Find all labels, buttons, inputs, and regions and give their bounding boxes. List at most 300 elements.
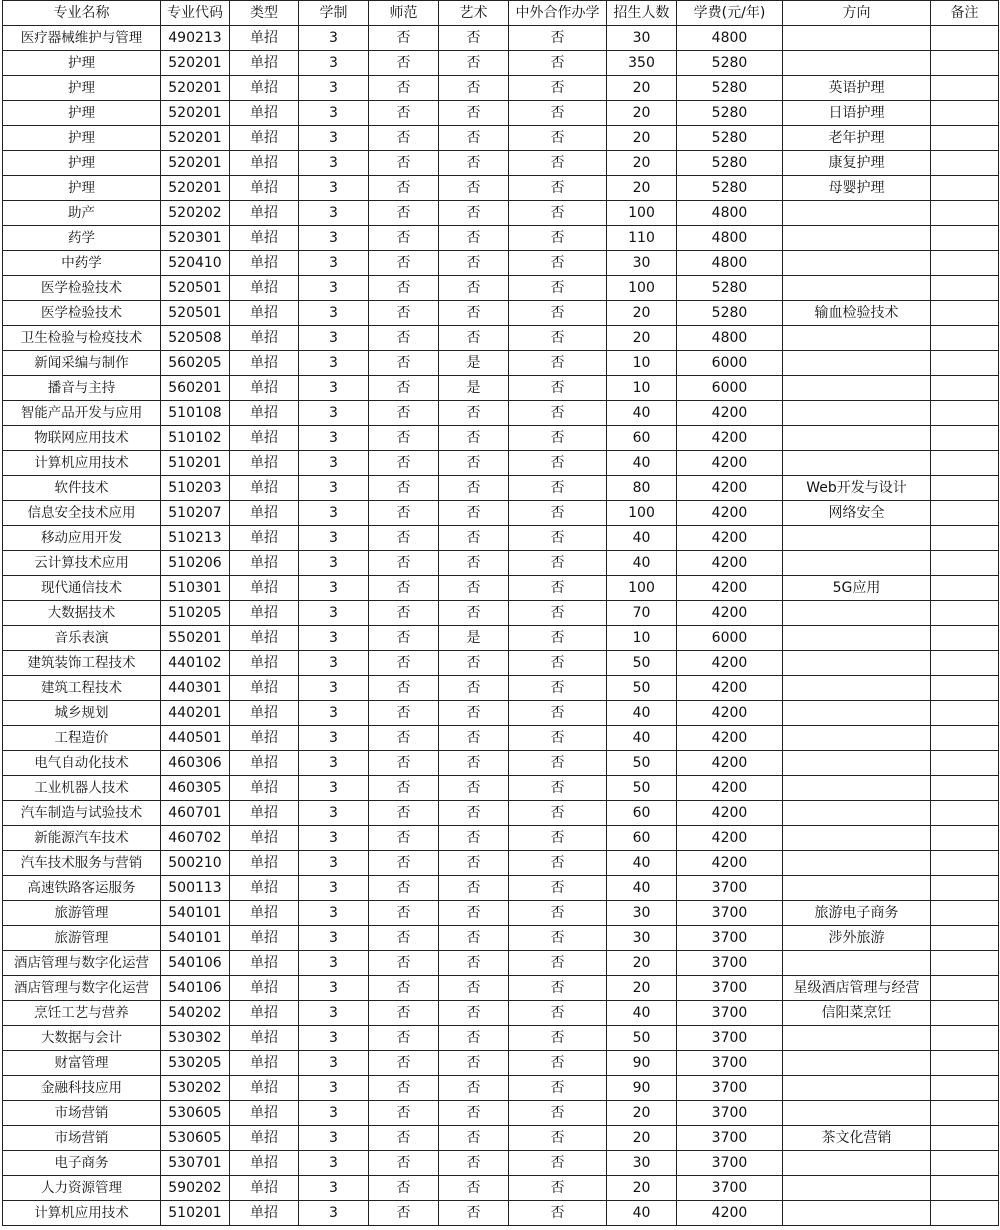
- cell-col-remark: [931, 1076, 999, 1101]
- cell-col-fee: 4200: [677, 401, 783, 426]
- cell-col-art: 否: [439, 26, 509, 51]
- cell-col-type: 单招: [230, 976, 299, 1001]
- cell-col-type: 单招: [230, 751, 299, 776]
- cell-col-direction: 母婴护理: [783, 176, 931, 201]
- cell-col-code: 560201: [161, 376, 230, 401]
- cell-col-direction: [783, 726, 931, 751]
- cell-col-quota: 20: [607, 101, 677, 126]
- cell-col-remark: [931, 1051, 999, 1076]
- cell-col-direction: [783, 626, 931, 651]
- cell-col-name: 助产: [3, 201, 161, 226]
- cell-col-name: 城乡规划: [3, 701, 161, 726]
- cell-col-fee: 4200: [677, 826, 783, 851]
- table-row: [3, 101, 999, 126]
- cell-col-duration: 3: [299, 1176, 369, 1201]
- cell-col-normal: 否: [369, 801, 439, 826]
- cell-col-remark: [931, 701, 999, 726]
- cell-col-fee: 3700: [677, 1026, 783, 1051]
- cell-col-direction: [783, 201, 931, 226]
- cell-col-remark: [931, 901, 999, 926]
- cell-col-duration: 3: [299, 226, 369, 251]
- table-row: [3, 926, 999, 951]
- cell-col-fee: 5280: [677, 76, 783, 101]
- cell-col-coop: 否: [509, 851, 607, 876]
- cell-col-duration: 3: [299, 801, 369, 826]
- table-row: [3, 376, 999, 401]
- cell-col-remark: [931, 1101, 999, 1126]
- cell-col-fee: 5280: [677, 301, 783, 326]
- cell-col-normal: 否: [369, 151, 439, 176]
- cell-col-direction: [783, 551, 931, 576]
- cell-col-quota: 20: [607, 951, 677, 976]
- cell-col-type: 单招: [230, 726, 299, 751]
- cell-col-type: 单招: [230, 101, 299, 126]
- cell-col-normal: 否: [369, 201, 439, 226]
- cell-col-name: 软件技术: [3, 476, 161, 501]
- cell-col-normal: 否: [369, 1076, 439, 1101]
- cell-col-remark: [931, 376, 999, 401]
- cell-col-normal: 否: [369, 326, 439, 351]
- cell-col-code: 440501: [161, 726, 230, 751]
- cell-col-fee: 3700: [677, 976, 783, 1001]
- cell-col-duration: 3: [299, 576, 369, 601]
- cell-col-fee: 4200: [677, 1201, 783, 1226]
- cell-col-normal: 否: [369, 451, 439, 476]
- cell-col-direction: [783, 1201, 931, 1226]
- table-row: [3, 651, 999, 676]
- cell-col-normal: 否: [369, 1151, 439, 1176]
- cell-col-name: 酒店管理与数字化运营: [3, 951, 161, 976]
- table-row: [3, 276, 999, 301]
- table-row: [3, 1101, 999, 1126]
- cell-col-normal: 否: [369, 1126, 439, 1151]
- cell-col-direction: [783, 1176, 931, 1201]
- cell-col-quota: 30: [607, 926, 677, 951]
- table-row: [3, 1126, 999, 1151]
- cell-col-name: 高速铁路客运服务: [3, 876, 161, 901]
- cell-col-fee: 4800: [677, 201, 783, 226]
- cell-col-code: 520201: [161, 126, 230, 151]
- cell-col-quota: 50: [607, 676, 677, 701]
- cell-col-remark: [931, 151, 999, 176]
- cell-col-code: 590202: [161, 1176, 230, 1201]
- cell-col-coop: 否: [509, 651, 607, 676]
- cell-col-code: 510108: [161, 401, 230, 426]
- cell-col-direction: 日语护理: [783, 101, 931, 126]
- cell-col-name: 工程造价: [3, 726, 161, 751]
- table-row: [3, 551, 999, 576]
- cell-col-direction: [783, 951, 931, 976]
- cell-col-direction: 信阳菜烹饪: [783, 1001, 931, 1026]
- cell-col-code: 530302: [161, 1026, 230, 1051]
- cell-col-code: 520501: [161, 301, 230, 326]
- cell-col-quota: 20: [607, 976, 677, 1001]
- cell-col-art: 否: [439, 1026, 509, 1051]
- table-row: [3, 401, 999, 426]
- cell-col-code: 510102: [161, 426, 230, 451]
- cell-col-quota: 20: [607, 326, 677, 351]
- cell-col-normal: 否: [369, 651, 439, 676]
- cell-col-duration: 3: [299, 101, 369, 126]
- cell-col-remark: [931, 276, 999, 301]
- cell-col-duration: 3: [299, 126, 369, 151]
- cell-col-direction: Web开发与设计: [783, 476, 931, 501]
- cell-col-art: 是: [439, 376, 509, 401]
- table-row: [3, 351, 999, 376]
- cell-col-duration: 3: [299, 251, 369, 276]
- cell-col-name: 药学: [3, 226, 161, 251]
- cell-col-art: 否: [439, 276, 509, 301]
- cell-col-name: 市场营销: [3, 1101, 161, 1126]
- cell-col-quota: 40: [607, 851, 677, 876]
- cell-col-code: 530701: [161, 1151, 230, 1176]
- cell-col-art: 否: [439, 601, 509, 626]
- cell-col-code: 510201: [161, 1201, 230, 1226]
- cell-col-type: 单招: [230, 551, 299, 576]
- cell-col-type: 单招: [230, 76, 299, 101]
- cell-col-normal: 否: [369, 76, 439, 101]
- cell-col-normal: 否: [369, 1201, 439, 1226]
- cell-col-quota: 60: [607, 426, 677, 451]
- cell-col-quota: 50: [607, 1026, 677, 1051]
- cell-col-duration: 3: [299, 501, 369, 526]
- cell-col-direction: 老年护理: [783, 126, 931, 151]
- cell-col-code: 510203: [161, 476, 230, 501]
- cell-col-quota: 90: [607, 1076, 677, 1101]
- cell-col-coop: 否: [509, 301, 607, 326]
- cell-col-duration: 3: [299, 451, 369, 476]
- cell-col-direction: [783, 701, 931, 726]
- cell-col-type: 单招: [230, 651, 299, 676]
- cell-col-fee: 3700: [677, 1151, 783, 1176]
- cell-col-art: 否: [439, 1151, 509, 1176]
- header-col-quota: 招生人数: [607, 1, 677, 26]
- cell-col-name: 医疗器械维护与管理: [3, 26, 161, 51]
- cell-col-name: 烹饪工艺与营养: [3, 1001, 161, 1026]
- cell-col-quota: 60: [607, 826, 677, 851]
- cell-col-code: 460701: [161, 801, 230, 826]
- table-row: [3, 1151, 999, 1176]
- cell-col-remark: [931, 1201, 999, 1226]
- cell-col-type: 单招: [230, 426, 299, 451]
- cell-col-fee: 3700: [677, 1076, 783, 1101]
- cell-col-art: 否: [439, 701, 509, 726]
- cell-col-type: 单招: [230, 326, 299, 351]
- cell-col-coop: 否: [509, 501, 607, 526]
- table-row: [3, 501, 999, 526]
- cell-col-art: 否: [439, 151, 509, 176]
- cell-col-direction: 输血检验技术: [783, 301, 931, 326]
- cell-col-code: 540106: [161, 976, 230, 1001]
- cell-col-quota: 50: [607, 751, 677, 776]
- cell-col-name: 汽车技术服务与营销: [3, 851, 161, 876]
- cell-col-direction: [783, 776, 931, 801]
- cell-col-duration: 3: [299, 1026, 369, 1051]
- cell-col-fee: 3700: [677, 1101, 783, 1126]
- cell-col-type: 单招: [230, 776, 299, 801]
- cell-col-name: 人力资源管理: [3, 1176, 161, 1201]
- cell-col-normal: 否: [369, 576, 439, 601]
- cell-col-quota: 40: [607, 1201, 677, 1226]
- cell-col-code: 440102: [161, 651, 230, 676]
- cell-col-duration: 3: [299, 1001, 369, 1026]
- cell-col-art: 否: [439, 451, 509, 476]
- cell-col-coop: 否: [509, 76, 607, 101]
- cell-col-coop: 否: [509, 451, 607, 476]
- cell-col-remark: [931, 601, 999, 626]
- cell-col-type: 单招: [230, 451, 299, 476]
- cell-col-fee: 4200: [677, 851, 783, 876]
- table-row: [3, 301, 999, 326]
- cell-col-type: 单招: [230, 376, 299, 401]
- cell-col-remark: [931, 326, 999, 351]
- cell-col-normal: 否: [369, 401, 439, 426]
- cell-col-direction: [783, 426, 931, 451]
- cell-col-name: 电气自动化技术: [3, 751, 161, 776]
- cell-col-duration: 3: [299, 826, 369, 851]
- cell-col-name: 医学检验技术: [3, 301, 161, 326]
- cell-col-normal: 否: [369, 776, 439, 801]
- table-header: [3, 1, 999, 26]
- cell-col-code: 510207: [161, 501, 230, 526]
- cell-col-fee: 4200: [677, 476, 783, 501]
- cell-col-remark: [931, 1151, 999, 1176]
- cell-col-code: 520501: [161, 276, 230, 301]
- cell-col-normal: 否: [369, 726, 439, 751]
- table-row: [3, 1001, 999, 1026]
- cell-col-art: 否: [439, 851, 509, 876]
- table-row: [3, 151, 999, 176]
- header-row: [3, 1, 999, 26]
- cell-col-code: 520201: [161, 76, 230, 101]
- cell-col-fee: 4200: [677, 426, 783, 451]
- cell-col-code: 540202: [161, 1001, 230, 1026]
- cell-col-duration: 3: [299, 1101, 369, 1126]
- cell-col-normal: 否: [369, 251, 439, 276]
- cell-col-direction: [783, 1101, 931, 1126]
- table-row: [3, 851, 999, 876]
- cell-col-fee: 3700: [677, 901, 783, 926]
- cell-col-direction: [783, 1076, 931, 1101]
- cell-col-name: 电子商务: [3, 1151, 161, 1176]
- cell-col-art: 否: [439, 526, 509, 551]
- table-row: [3, 676, 999, 701]
- enrollment-table-container: [2, 0, 998, 1226]
- cell-col-type: 单招: [230, 226, 299, 251]
- cell-col-remark: [931, 101, 999, 126]
- cell-col-fee: 4800: [677, 326, 783, 351]
- cell-col-normal: 否: [369, 751, 439, 776]
- cell-col-fee: 4200: [677, 801, 783, 826]
- cell-col-remark: [931, 401, 999, 426]
- table-row: [3, 126, 999, 151]
- cell-col-direction: [783, 826, 931, 851]
- cell-col-normal: 否: [369, 951, 439, 976]
- cell-col-quota: 40: [607, 1001, 677, 1026]
- cell-col-code: 520508: [161, 326, 230, 351]
- cell-col-type: 单招: [230, 476, 299, 501]
- cell-col-coop: 否: [509, 826, 607, 851]
- enrollment-table: [2, 0, 999, 1226]
- cell-col-quota: 20: [607, 126, 677, 151]
- cell-col-duration: 3: [299, 1201, 369, 1226]
- cell-col-duration: 3: [299, 651, 369, 676]
- table-row: [3, 701, 999, 726]
- cell-col-coop: 否: [509, 1126, 607, 1151]
- cell-col-code: 520201: [161, 151, 230, 176]
- cell-col-normal: 否: [369, 826, 439, 851]
- cell-col-name: 物联网应用技术: [3, 426, 161, 451]
- cell-col-coop: 否: [509, 401, 607, 426]
- cell-col-art: 否: [439, 901, 509, 926]
- cell-col-code: 460305: [161, 776, 230, 801]
- cell-col-coop: 否: [509, 226, 607, 251]
- cell-col-direction: [783, 526, 931, 551]
- header-col-code: 专业代码: [161, 1, 230, 26]
- table-row: [3, 751, 999, 776]
- cell-col-normal: 否: [369, 1101, 439, 1126]
- cell-col-type: 单招: [230, 826, 299, 851]
- table-row: [3, 826, 999, 851]
- cell-col-quota: 70: [607, 601, 677, 626]
- cell-col-fee: 3700: [677, 1126, 783, 1151]
- cell-col-remark: [931, 826, 999, 851]
- cell-col-art: 否: [439, 1201, 509, 1226]
- cell-col-coop: 否: [509, 476, 607, 501]
- cell-col-direction: [783, 676, 931, 701]
- table-row: [3, 1026, 999, 1051]
- cell-col-type: 单招: [230, 801, 299, 826]
- cell-col-normal: 否: [369, 1001, 439, 1026]
- cell-col-quota: 30: [607, 901, 677, 926]
- cell-col-art: 否: [439, 551, 509, 576]
- cell-col-coop: 否: [509, 201, 607, 226]
- header-col-type: 类型: [230, 1, 299, 26]
- cell-col-coop: 否: [509, 801, 607, 826]
- cell-col-duration: 3: [299, 201, 369, 226]
- cell-col-normal: 否: [369, 301, 439, 326]
- cell-col-coop: 否: [509, 576, 607, 601]
- cell-col-quota: 20: [607, 151, 677, 176]
- cell-col-code: 520410: [161, 251, 230, 276]
- cell-col-duration: 3: [299, 1051, 369, 1076]
- cell-col-remark: [931, 1026, 999, 1051]
- cell-col-art: 否: [439, 651, 509, 676]
- cell-col-duration: 3: [299, 901, 369, 926]
- cell-col-name: 护理: [3, 126, 161, 151]
- table-row: [3, 576, 999, 601]
- cell-col-duration: 3: [299, 26, 369, 51]
- cell-col-art: 否: [439, 576, 509, 601]
- cell-col-duration: 3: [299, 1151, 369, 1176]
- cell-col-normal: 否: [369, 876, 439, 901]
- cell-col-type: 单招: [230, 176, 299, 201]
- cell-col-coop: 否: [509, 351, 607, 376]
- cell-col-art: 否: [439, 401, 509, 426]
- cell-col-type: 单招: [230, 926, 299, 951]
- cell-col-coop: 否: [509, 101, 607, 126]
- cell-col-quota: 20: [607, 76, 677, 101]
- cell-col-name: 护理: [3, 51, 161, 76]
- cell-col-normal: 否: [369, 626, 439, 651]
- cell-col-type: 单招: [230, 301, 299, 326]
- cell-col-art: 否: [439, 726, 509, 751]
- cell-col-art: 是: [439, 626, 509, 651]
- cell-col-normal: 否: [369, 276, 439, 301]
- cell-col-name: 卫生检验与检疫技术: [3, 326, 161, 351]
- cell-col-art: 否: [439, 426, 509, 451]
- cell-col-art: 否: [439, 1001, 509, 1026]
- cell-col-type: 单招: [230, 1051, 299, 1076]
- cell-col-quota: 350: [607, 51, 677, 76]
- cell-col-name: 汽车制造与试验技术: [3, 801, 161, 826]
- cell-col-type: 单招: [230, 676, 299, 701]
- cell-col-coop: 否: [509, 276, 607, 301]
- cell-col-art: 否: [439, 751, 509, 776]
- cell-col-type: 单招: [230, 1151, 299, 1176]
- cell-col-name: 护理: [3, 101, 161, 126]
- cell-col-name: 护理: [3, 76, 161, 101]
- cell-col-code: 520201: [161, 51, 230, 76]
- header-col-normal: 师范: [369, 1, 439, 26]
- cell-col-normal: 否: [369, 1176, 439, 1201]
- table-row: [3, 451, 999, 476]
- cell-col-name: 医学检验技术: [3, 276, 161, 301]
- cell-col-remark: [931, 51, 999, 76]
- cell-col-normal: 否: [369, 851, 439, 876]
- cell-col-coop: 否: [509, 326, 607, 351]
- cell-col-quota: 30: [607, 1151, 677, 1176]
- cell-col-code: 510201: [161, 451, 230, 476]
- cell-col-direction: [783, 351, 931, 376]
- cell-col-quota: 100: [607, 576, 677, 601]
- cell-col-coop: 否: [509, 551, 607, 576]
- cell-col-coop: 否: [509, 126, 607, 151]
- cell-col-art: 否: [439, 101, 509, 126]
- cell-col-coop: 否: [509, 901, 607, 926]
- cell-col-name: 旅游管理: [3, 901, 161, 926]
- cell-col-duration: 3: [299, 426, 369, 451]
- cell-col-name: 云计算技术应用: [3, 551, 161, 576]
- cell-col-code: 530205: [161, 1051, 230, 1076]
- cell-col-duration: 3: [299, 976, 369, 1001]
- cell-col-normal: 否: [369, 101, 439, 126]
- cell-col-remark: [931, 851, 999, 876]
- cell-col-duration: 3: [299, 351, 369, 376]
- table-row: [3, 876, 999, 901]
- cell-col-coop: 否: [509, 1151, 607, 1176]
- cell-col-normal: 否: [369, 601, 439, 626]
- cell-col-normal: 否: [369, 476, 439, 501]
- cell-col-direction: [783, 851, 931, 876]
- table-row: [3, 976, 999, 1001]
- cell-col-duration: 3: [299, 376, 369, 401]
- cell-col-remark: [931, 251, 999, 276]
- cell-col-duration: 3: [299, 76, 369, 101]
- cell-col-remark: [931, 651, 999, 676]
- cell-col-normal: 否: [369, 26, 439, 51]
- cell-col-normal: 否: [369, 51, 439, 76]
- cell-col-name: 酒店管理与数字化运营: [3, 976, 161, 1001]
- cell-col-type: 单招: [230, 1201, 299, 1226]
- cell-col-type: 单招: [230, 501, 299, 526]
- cell-col-type: 单招: [230, 251, 299, 276]
- cell-col-coop: 否: [509, 151, 607, 176]
- cell-col-direction: [783, 751, 931, 776]
- cell-col-normal: 否: [369, 501, 439, 526]
- cell-col-quota: 40: [607, 876, 677, 901]
- cell-col-coop: 否: [509, 776, 607, 801]
